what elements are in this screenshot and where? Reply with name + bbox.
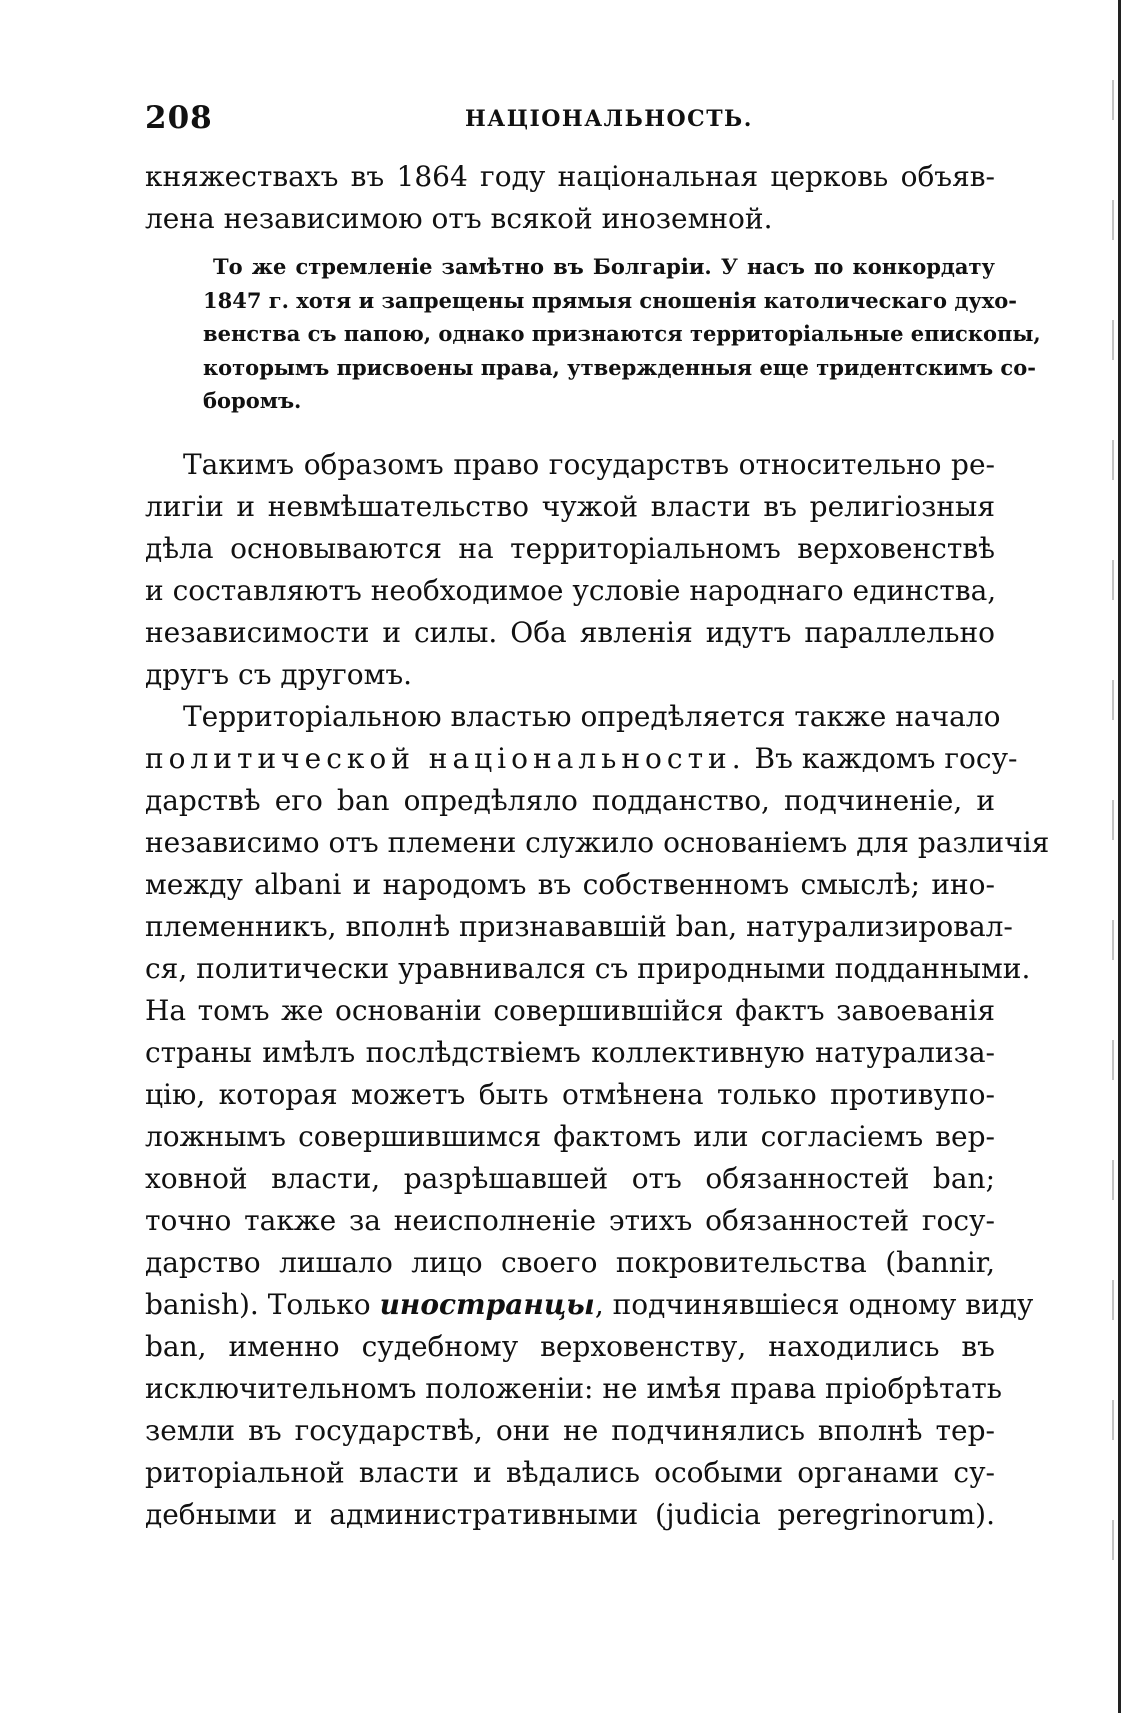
footnote-line: боромъ. bbox=[203, 388, 302, 413]
footnote-line: 1847 г. хотя и запрещены прямыя сношенія католическаго духо- bbox=[203, 287, 1018, 313]
text-line: точно также за неисполненіе этихъ обязанностей госу- bbox=[145, 1204, 995, 1237]
page-header bbox=[145, 100, 995, 140]
text-fragment: , подчинявшіеся одному виду bbox=[594, 1288, 1034, 1321]
text-line: земли въ государствѣ, они не подчинялись вполнѣ тер- bbox=[145, 1414, 995, 1447]
text-line: и составляютъ необходимое условіе народнаго единства, bbox=[145, 574, 997, 607]
text-line: исключительномъ положеніи: не имѣя права пріобрѣтать bbox=[145, 1372, 1003, 1405]
text-line: ховной власти, разрѣшавшей отъ обязанностей ban; bbox=[145, 1162, 995, 1195]
text-line: княжествахъ въ 1864 году національная церковь объяв- bbox=[145, 160, 995, 193]
italic-term: иностранцы bbox=[379, 1288, 595, 1321]
text-line: страны имѣлъ послѣдствіемъ коллективную натурализа- bbox=[145, 1036, 995, 1069]
text-line: риторіальной власти и вѣдались особыми органами су- bbox=[145, 1456, 995, 1489]
emphasized-phrase: политической національности. bbox=[145, 742, 746, 775]
footnote bbox=[203, 250, 1041, 418]
text-line: Такимъ образомъ право государствъ относительно ре- bbox=[183, 448, 995, 481]
footnote-line: которымъ присвоены права, утвержденныя еще тридентскимъ со- bbox=[203, 354, 1036, 380]
text-line: ложнымъ совершившимся фактомъ или согласіемъ вер- bbox=[145, 1120, 995, 1153]
text-line: ся, политически уравнивался съ природными подданными. bbox=[145, 952, 1031, 985]
text-line: независимости и силы. Оба явленія идутъ параллельно bbox=[145, 616, 995, 649]
text-line: дарствѣ его ban опредѣляло подданство, подчиненіе, и bbox=[145, 784, 995, 817]
text-line: другъ съ другомъ. bbox=[145, 658, 413, 691]
text-line: дѣла основываются на территоріальномъ верховенствѣ bbox=[145, 532, 995, 565]
paragraph-2 bbox=[145, 696, 1050, 1536]
footnote-line: То же стремленіе замѣтно въ Болгаріи. У насъ по конкордату bbox=[213, 254, 995, 279]
text-line: дебными и административными (judicia peregrinorum). bbox=[145, 1498, 995, 1531]
text-line: племенникъ, вполнѣ признававшій ban, натурализировал- bbox=[145, 910, 1013, 943]
text-line: На томъ же основаніи совершившійся фактъ завоеванія bbox=[145, 994, 995, 1027]
text-line: независимо отъ племени служило основаніемъ для различія bbox=[145, 826, 1050, 859]
text-line bbox=[145, 1284, 1034, 1326]
text-line: лигіи и невмѣшательство чужой власти въ религіозныя bbox=[145, 490, 995, 523]
opening-text bbox=[145, 156, 995, 240]
running-title: НАЦІОНАЛЬНОСТЬ. bbox=[465, 106, 753, 132]
text-fragment: banish). Только bbox=[145, 1288, 380, 1321]
footnote-line: венства съ папою, однако признаются территоріальные епископы, bbox=[203, 321, 1041, 346]
text-line: дарство лишало лицо своего покровительства (bannir, bbox=[145, 1246, 995, 1279]
page-edge-shadow bbox=[1112, 80, 1114, 1640]
paragraph-1 bbox=[145, 444, 995, 696]
text-line: между albani и народомъ въ собственномъ смыслѣ; ино- bbox=[145, 868, 995, 901]
text-line: цію, которая можетъ быть отмѣнена только противупо- bbox=[145, 1078, 995, 1111]
text-line bbox=[145, 738, 1018, 780]
page-edge-border bbox=[1118, 0, 1121, 1713]
text-fragment: Въ каждомъ госу- bbox=[745, 742, 1018, 775]
text-line: лена независимою отъ всякой иноземной. bbox=[145, 202, 773, 235]
text-line: ban, именно судебному верховенству, находились въ bbox=[145, 1330, 995, 1363]
text-line: Территоріальною властью опредѣляется также начало bbox=[183, 700, 1001, 733]
page-number: 208 bbox=[145, 100, 213, 136]
